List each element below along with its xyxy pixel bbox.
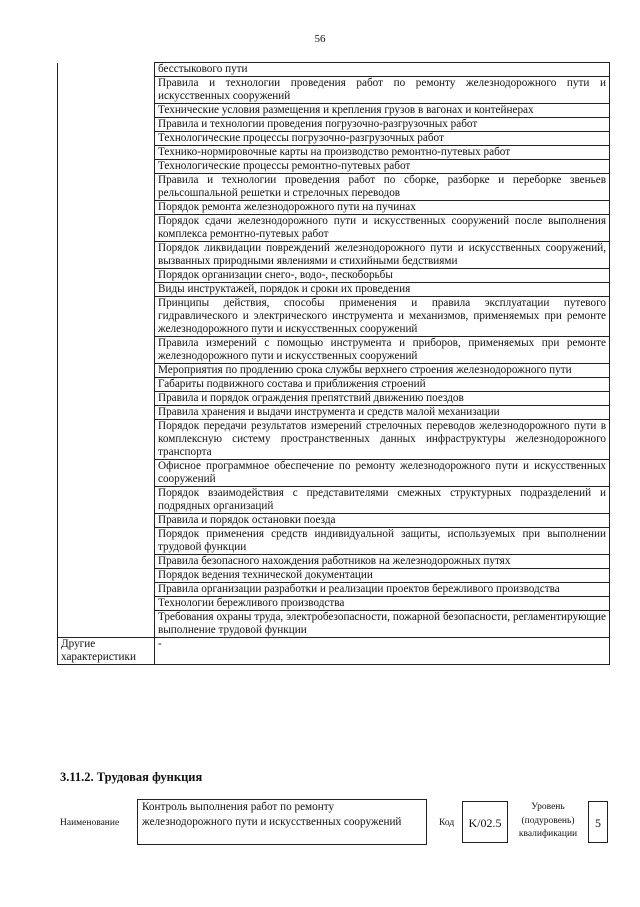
knowledge-item: Виды инструктажей, порядок и сроки их проведения — [155, 283, 610, 297]
knowledge-item: Порядок передачи результатов измерений стрелочных переводов железнодорожного пути в комплексную систему пространственных данных инфраструктуры железнодорожного транспорта — [155, 420, 610, 460]
section-title: 3.11.2. Трудовая функция — [60, 770, 203, 784]
knowledge-row — [58, 63, 610, 77]
knowledge-item: Технико-нормировочные карты на производство ремонтно-путевых работ — [155, 146, 610, 160]
knowledge-item: Правила и технологии проведения работ по ремонту железнодорожного пути и искусственных сооружений — [155, 77, 610, 104]
function-name-field: Контроль выполнения работ по ремонту железнодорожного пути и искусственных сооружений — [137, 799, 427, 845]
qualification-level-field: 5 — [588, 801, 608, 843]
knowledge-item: Правила и технологии проведения погрузочно-разгрузочных работ — [155, 118, 610, 132]
other-characteristics-label: Другие характеристики — [58, 638, 155, 665]
knowledge-item: Технологические процессы погрузочно-разгрузочных работ — [155, 132, 610, 146]
name-label: Наименование — [60, 818, 120, 828]
knowledge-item: Правила и порядок ограждения препятствий движению поездов — [155, 392, 610, 406]
page-number: 56 — [314, 33, 326, 45]
knowledge-item: бесстыкового пути — [155, 63, 610, 77]
code-label: Код — [439, 818, 455, 828]
knowledge-item: Порядок взаимодействия с представителями смежных структурных подразделений и подрядных организаций — [155, 487, 610, 514]
knowledge-item: Мероприятия по продлению срока службы верхнего строения железнодорожного пути — [155, 364, 610, 378]
qualification-level-label: Уровень (подуровень) квалификации — [518, 802, 578, 839]
knowledge-item: Технологии бережливого производства — [155, 597, 610, 611]
knowledge-item: Офисное программное обеспечение по ремонту железнодорожного пути и искусственных сооружений — [155, 460, 610, 487]
knowledge-item: Правила и технологии проведения работ по сборке, разборке и переборке звеньев рельсошпальной решетки и стрелочных переводов — [155, 174, 610, 201]
knowledge-item: Порядок сдачи железнодорожного пути и искусственных сооружений после выполнения комплекса ремонтно-путевых работ — [155, 215, 610, 242]
knowledge-item: Правила организации разработки и реализации проектов бережливого производства — [155, 583, 610, 597]
knowledge-item: Технические условия размещения и крепления грузов в вагонах и контейнерах — [155, 104, 610, 118]
other-characteristics-value: - — [155, 638, 610, 665]
knowledge-item: Правила хранения и выдачи инструмента и средств малой механизации — [155, 406, 610, 420]
knowledge-item: Правила безопасного нахождения работников на железнодорожных путях — [155, 555, 610, 569]
knowledge-item: Габариты подвижного состава и приближения строений — [155, 378, 610, 392]
function-code-field: K/02.5 — [462, 801, 508, 843]
knowledge-item: Принципы действия, способы применения и правила эксплуатации путевого гидравлического и электрического инструмента и механизмов, применяемых при ремонте железнодорожного пути и искусственных сооружений — [155, 297, 610, 337]
knowledge-item: Технологические процессы ремонтно-путевых работ — [155, 160, 610, 174]
knowledge-table — [57, 62, 610, 665]
knowledge-item: Порядок ремонта железнодорожного пути на пучинах — [155, 201, 610, 215]
other-characteristics-row — [58, 638, 610, 665]
knowledge-item: Порядок применения средств индивидуальной защиты, используемых при выполнении трудовой функции — [155, 528, 610, 555]
knowledge-item: Правила измерений с помощью инструмента и приборов, применяемых при ремонте железнодорожного пути и искусственных сооружений — [155, 337, 610, 364]
knowledge-item: Требования охраны труда, электробезопасности, пожарной безопасности, регламентирующие выполнение трудовой функции — [155, 611, 610, 638]
knowledge-item: Порядок организации снего-, водо-, пескоборьбы — [155, 269, 610, 283]
knowledge-item: Порядок ликвидации повреждений железнодорожного пути и искусственных сооружений, вызванных природными явлениями и стихийными бедствиями — [155, 242, 610, 269]
knowledge-item: Порядок ведения технической документации — [155, 569, 610, 583]
knowledge-item: Правила и порядок остановки поезда — [155, 514, 610, 528]
requirements-label-cell — [58, 63, 155, 638]
